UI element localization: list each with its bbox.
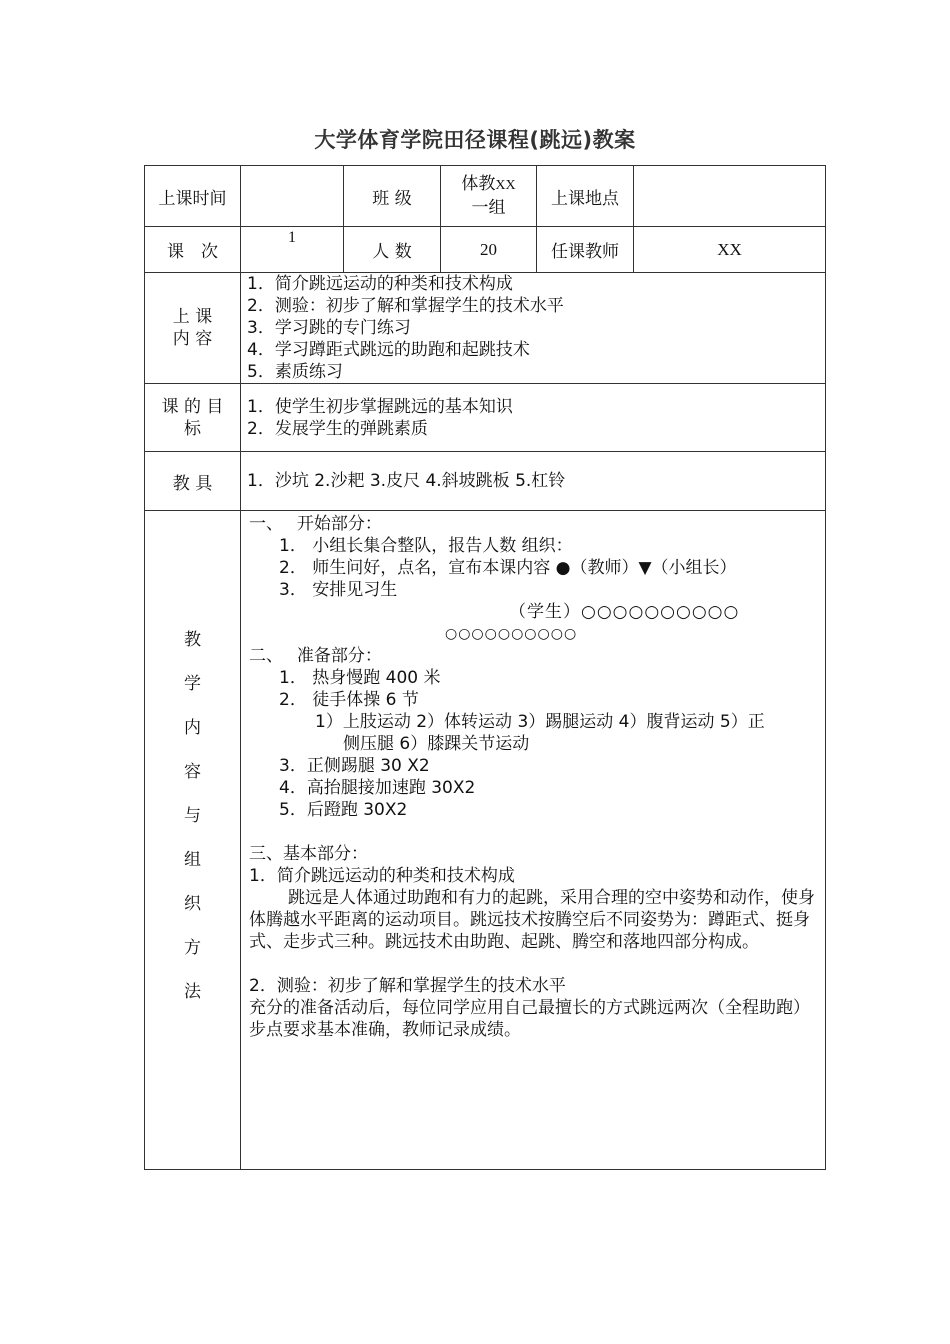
list-item: 4．学习蹲距式跳远的助跑和起跳技术 [247, 340, 530, 360]
table-row-equipment [145, 452, 826, 511]
class-label: 班 级 [344, 166, 441, 227]
content-label [145, 273, 241, 384]
method-label-char: 容 [184, 762, 201, 782]
spacer [249, 953, 817, 975]
place-label: 上课地点 [537, 166, 634, 227]
content-label-line1: 上 课 [172, 307, 213, 327]
table-row-content [145, 273, 826, 384]
list-item: 1．使学生初步掌握跳远的基本知识 [247, 397, 513, 417]
session-label: 课 次 [145, 227, 241, 273]
part3-item2-title: 2．测验：初步了解和掌握学生的技术水平 [249, 976, 566, 996]
part3-item1-text: 跳远是人体通过助跑和有力的起跳，采用合理的空中姿势和动作，使身体腾越水平距离的运动项目。跳远技术按腾空后不同姿势为：蹲距式、挺身式、走步式三种。跳远技术由助跑、起跳、腾空和落地四部分构成。 [249, 888, 815, 952]
table-row-time [145, 166, 826, 227]
method-label-char: 法 [184, 982, 201, 1002]
count-label: 人 数 [344, 227, 441, 273]
method-label-char: 教 [184, 630, 201, 650]
part3-item1-title: 1．简介跳远运动的种类和技术构成 [249, 866, 515, 886]
time-value [241, 166, 344, 227]
table-row-goal [145, 384, 826, 452]
part1-heading: 一、 开始部分： [249, 514, 382, 534]
list-item: 1． 小组长集合整队，报告人数 组织： [279, 536, 573, 556]
method-label-char: 学 [184, 674, 201, 694]
formation-students-row2: ○○○○○○○○○○ [445, 626, 578, 642]
list-item: 2．发展学生的弹跳素质 [247, 419, 428, 439]
content-label-line2: 内 容 [172, 329, 213, 349]
list-item: 2．测验：初步了解和掌握学生的技术水平 [247, 296, 564, 316]
method-label [145, 511, 241, 1170]
lesson-plan-table [144, 165, 826, 1170]
class-value-line2: 一组 [471, 198, 506, 218]
goal-list [241, 384, 826, 452]
list-item: 5．素质练习 [247, 362, 343, 382]
session-value: 1 [241, 227, 344, 273]
class-value [441, 166, 537, 227]
method-label-char: 方 [184, 938, 201, 958]
list-item: 4．高抬腿接加速跑 30X2 [279, 778, 476, 798]
list-item: 3．正侧踢腿 30 X2 [279, 756, 430, 776]
list-item: 5．后蹬跑 30X2 [279, 800, 408, 820]
method-label-char: 内 [184, 718, 201, 738]
goal-label [145, 384, 241, 452]
time-label: 上课时间 [145, 166, 241, 227]
place-value [634, 166, 826, 227]
content-list [241, 273, 826, 384]
exercise-list-line2: 侧压腿 6）膝踝关节运动 [343, 734, 530, 754]
part3-item2-text: 充分的准备活动后，每位同学应用自己最擅长的方式跳远两次（全程助跑）步点要求基本准确，教师记录成绩。 [249, 998, 810, 1040]
table-row-method [145, 511, 826, 1170]
exercise-list-line1: 1）上肢运动 2）体转运动 3）踢腿运动 4）腹背运动 5）正 [315, 712, 765, 732]
part3-heading: 三、基本部分： [249, 844, 368, 864]
class-value-xx: XX [495, 178, 516, 193]
method-label-char: 织 [184, 894, 201, 914]
method-label-char: 与 [184, 806, 201, 826]
table-row-session [145, 227, 826, 273]
method-content [241, 511, 826, 1170]
goal-label-line2: 标 [184, 418, 201, 439]
method-label-char: 组 [184, 850, 201, 870]
teacher-value: XX [634, 227, 826, 273]
list-item: 1． 热身慢跑 400 米 [279, 668, 441, 688]
list-item: 2． 师生问好，点名，宣布本课内容 ●（教师）▼（小组长） [279, 558, 737, 578]
part2-heading: 二、 准备部分： [249, 646, 382, 666]
list-item: 1．简介跳远运动的种类和技术构成 [247, 274, 513, 294]
equipment-label: 教 具 [145, 452, 241, 511]
goal-label-line1: 课 的 目 [161, 396, 224, 417]
spacer [249, 821, 817, 843]
list-item: 2． 徒手体操 6 节 [279, 690, 419, 710]
list-item: 3．学习跳的专门练习 [247, 318, 411, 338]
class-value-line1: 体教 [461, 174, 496, 194]
page-title: 大学体育学院田径课程(跳远)教案 [314, 128, 636, 152]
equipment-value: 1．沙坑 2.沙耙 3.皮尺 4.斜坡跳板 5.杠铃 [241, 452, 826, 511]
teacher-label: 任课教师 [537, 227, 634, 273]
count-value: 20 [441, 227, 537, 273]
list-item: 3． 安排见习生 [279, 580, 398, 600]
formation-students: （学生）○○○○○○○○○○ [509, 602, 740, 622]
